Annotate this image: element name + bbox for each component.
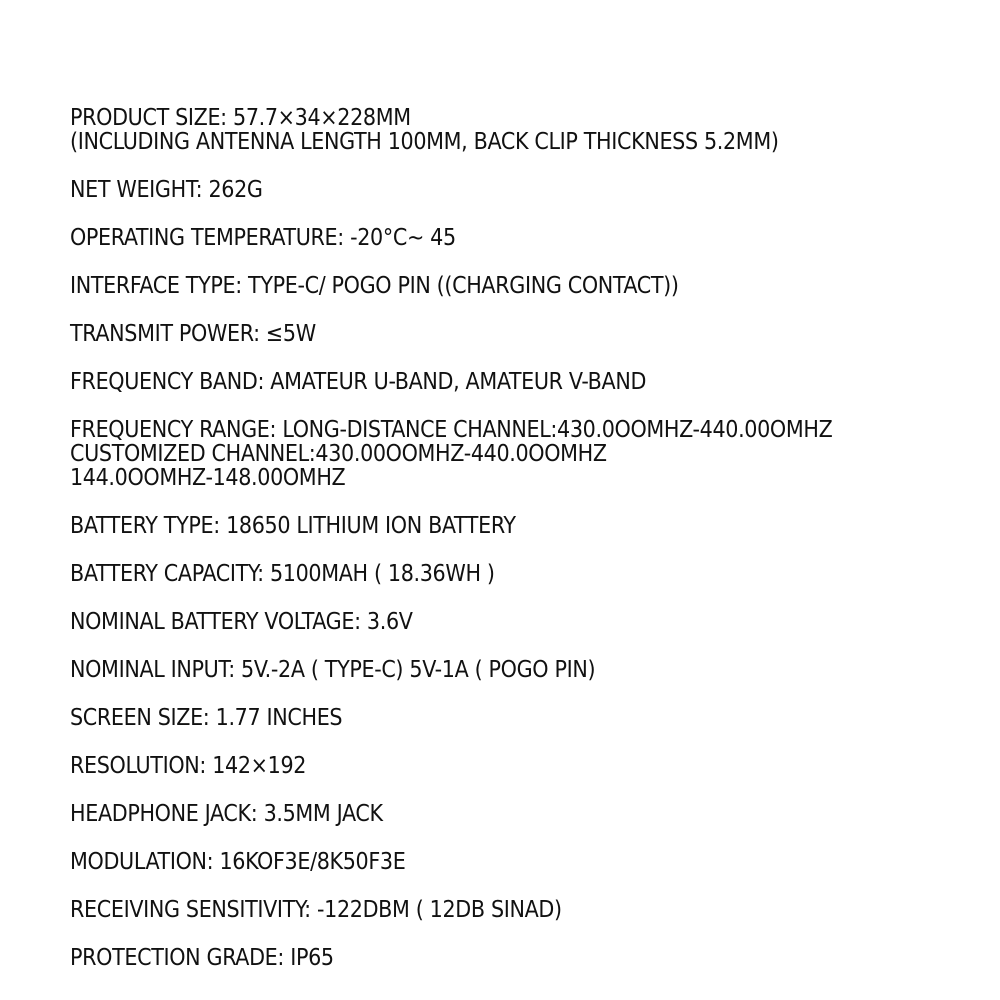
spec-line: (INCLUDING ANTENNA LENGTH 100MM, BACK CLIP THICKNESS 5.2MM) bbox=[70, 129, 779, 155]
spec-battery-type bbox=[70, 514, 980, 538]
spec-battery-capacity bbox=[70, 562, 980, 586]
spec-screen-size bbox=[70, 706, 980, 730]
spec-nominal-battery-voltage bbox=[70, 610, 980, 634]
spec-protection-grade bbox=[70, 946, 980, 970]
spec-line: 144.0OOMHZ-148.00OMHZ bbox=[70, 465, 346, 491]
spec-headphone-jack bbox=[70, 802, 980, 826]
spec-interface-type bbox=[70, 274, 980, 298]
spec-product-size bbox=[70, 106, 980, 154]
spec-line: SCREEN SIZE: 1.77 INCHES bbox=[70, 705, 343, 731]
spec-line: NOMINAL INPUT: 5V.-2A ( TYPE-C) 5V-1A ( POGO PIN) bbox=[70, 657, 596, 683]
spec-frequency-band bbox=[70, 370, 980, 394]
spec-sheet bbox=[70, 106, 980, 994]
spec-receiving-sensitivity bbox=[70, 898, 980, 922]
spec-line: NET WEIGHT: 262G bbox=[70, 177, 263, 203]
spec-frequency-range bbox=[70, 418, 980, 490]
spec-line: TRANSMIT POWER: ≤5W bbox=[70, 321, 316, 347]
spec-line: CUSTOMIZED CHANNEL:430.00OOMHZ-440.0OOMHZ bbox=[70, 441, 607, 467]
spec-line: PROTECTION GRADE: IP65 bbox=[70, 945, 334, 971]
spec-line: BATTERY TYPE: 18650 LITHIUM ION BATTERY bbox=[70, 513, 516, 539]
spec-modulation bbox=[70, 850, 980, 874]
spec-line: RECEIVING SENSITIVITY: -122DBM ( 12DB SINAD) bbox=[70, 897, 562, 923]
spec-line: BATTERY CAPACITY: 5100MAH ( 18.36WH ) bbox=[70, 561, 495, 587]
spec-line: INTERFACE TYPE: TYPE-C/ POGO PIN ((CHARGING CONTACT)) bbox=[70, 273, 679, 299]
spec-net-weight bbox=[70, 178, 980, 202]
spec-line: FREQUENCY BAND: AMATEUR U-BAND, AMATEUR V-BAND bbox=[70, 369, 647, 395]
spec-transmit-power bbox=[70, 322, 980, 346]
spec-line: NOMINAL BATTERY VOLTAGE: 3.6V bbox=[70, 609, 413, 635]
spec-nominal-input bbox=[70, 658, 980, 682]
spec-operating-temperature bbox=[70, 226, 980, 250]
spec-line: FREQUENCY RANGE: LONG-DISTANCE CHANNEL:430.0OOMHZ-440.00OMHZ bbox=[70, 417, 833, 443]
spec-line: PRODUCT SIZE: 57.7×34×228MM bbox=[70, 105, 411, 131]
spec-resolution bbox=[70, 754, 980, 778]
spec-line: OPERATING TEMPERATURE: -20°C~ 45 bbox=[70, 225, 456, 251]
spec-line: MODULATION: 16KOF3E/8K50F3E bbox=[70, 849, 406, 875]
spec-line: RESOLUTION: 142×192 bbox=[70, 753, 307, 779]
spec-line: HEADPHONE JACK: 3.5MM JACK bbox=[70, 801, 383, 827]
